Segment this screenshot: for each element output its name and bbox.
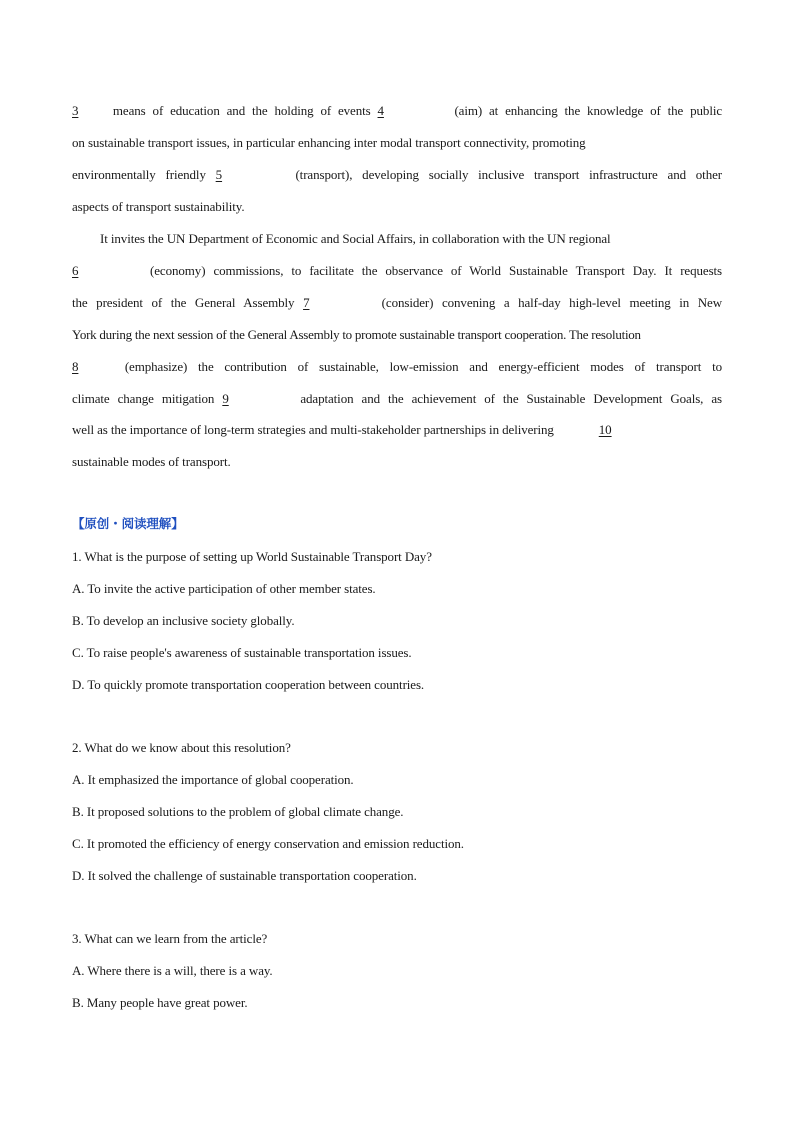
answer-option[interactable]: D. It solved the challenge of sustainable transportation cooperation. bbox=[72, 868, 417, 883]
section-title: 【原创・阅读理解】 bbox=[72, 516, 184, 531]
passage-text: means of education and the holding of events bbox=[112, 103, 371, 118]
blank-10[interactable]: 10 bbox=[598, 422, 612, 437]
answer-option[interactable]: C. To raise people's awareness of sustainable transportation issues. bbox=[72, 645, 412, 660]
blank-8[interactable]: 8 bbox=[72, 359, 79, 374]
passage-text: adaptation and the achievement of the Sustainable Development Goals, as bbox=[300, 391, 722, 406]
passage-text: (aim) at enhancing the knowledge of the public bbox=[454, 103, 723, 118]
answer-option[interactable]: A. To invite the active participation of other member states. bbox=[72, 581, 376, 596]
answer-option[interactable]: B. It proposed solutions to the problem of global climate change. bbox=[72, 804, 404, 819]
passage-line-8: York during the next session of the General Assembly to promote sustainable transport cooperation. The resolution bbox=[72, 327, 641, 342]
passage-text: the president of the General Assembly bbox=[72, 295, 295, 310]
passage-line-10 bbox=[72, 391, 722, 407]
blank-4[interactable]: 4 bbox=[377, 103, 384, 118]
answer-option[interactable]: B. Many people have great power. bbox=[72, 995, 248, 1010]
passage-line-5: It invites the UN Department of Economic and Social Affairs, in collaboration with the UN regional bbox=[100, 231, 611, 246]
passage-line-7 bbox=[72, 295, 722, 311]
blank-9[interactable]: 9 bbox=[222, 391, 229, 406]
passage-line-11 bbox=[72, 422, 644, 438]
answer-option[interactable]: D. To quickly promote transportation cooperation between countries. bbox=[72, 677, 425, 692]
answer-option[interactable]: A. It emphasized the importance of global cooperation. bbox=[72, 772, 354, 787]
question-stem: 2. What do we know about this resolution? bbox=[72, 740, 291, 755]
passage-text: climate change mitigation bbox=[72, 391, 215, 406]
blank-7[interactable]: 7 bbox=[303, 295, 310, 310]
blank-6[interactable]: 6 bbox=[72, 263, 79, 278]
passage-text: (emphasize) the contribution of sustainable, low-emission and energy-efficient modes of transport to bbox=[124, 359, 722, 374]
blank-3[interactable]: 3 bbox=[72, 103, 79, 118]
passage-line-4: aspects of transport sustainability. bbox=[72, 199, 245, 214]
passage-line-1 bbox=[72, 103, 722, 119]
passage-line-6 bbox=[72, 263, 722, 279]
passage-line-12: sustainable modes of transport. bbox=[72, 454, 231, 469]
answer-option[interactable]: C. It promoted the efficiency of energy conservation and emission reduction. bbox=[72, 836, 464, 851]
passage-text: (transport), developing socially inclusive transport infrastructure and other bbox=[295, 167, 722, 182]
passage-line-9 bbox=[72, 359, 722, 375]
passage-line-3 bbox=[72, 167, 722, 183]
passage-text: (consider) convening a half-day high-level meeting in New bbox=[381, 295, 723, 310]
passage-text: (economy) commissions, to facilitate the observance of World Sustainable Transport Day. It requests bbox=[150, 263, 722, 278]
question-stem: 3. What can we learn from the article? bbox=[72, 931, 268, 946]
passage-line-2: on sustainable transport issues, in particular enhancing inter modal transport connectivity, promoting bbox=[72, 135, 586, 150]
blank-5[interactable]: 5 bbox=[215, 167, 223, 182]
answer-option[interactable]: B. To develop an inclusive society globally. bbox=[72, 613, 295, 628]
answer-option[interactable]: A. Where there is a will, there is a way. bbox=[72, 963, 273, 978]
question-stem: 1. What is the purpose of setting up World Sustainable Transport Day? bbox=[72, 549, 432, 564]
passage-text: well as the importance of long-term strategies and multi-stakeholder partnerships in delivering bbox=[72, 422, 554, 437]
passage-text: environmentally friendly bbox=[72, 167, 206, 182]
